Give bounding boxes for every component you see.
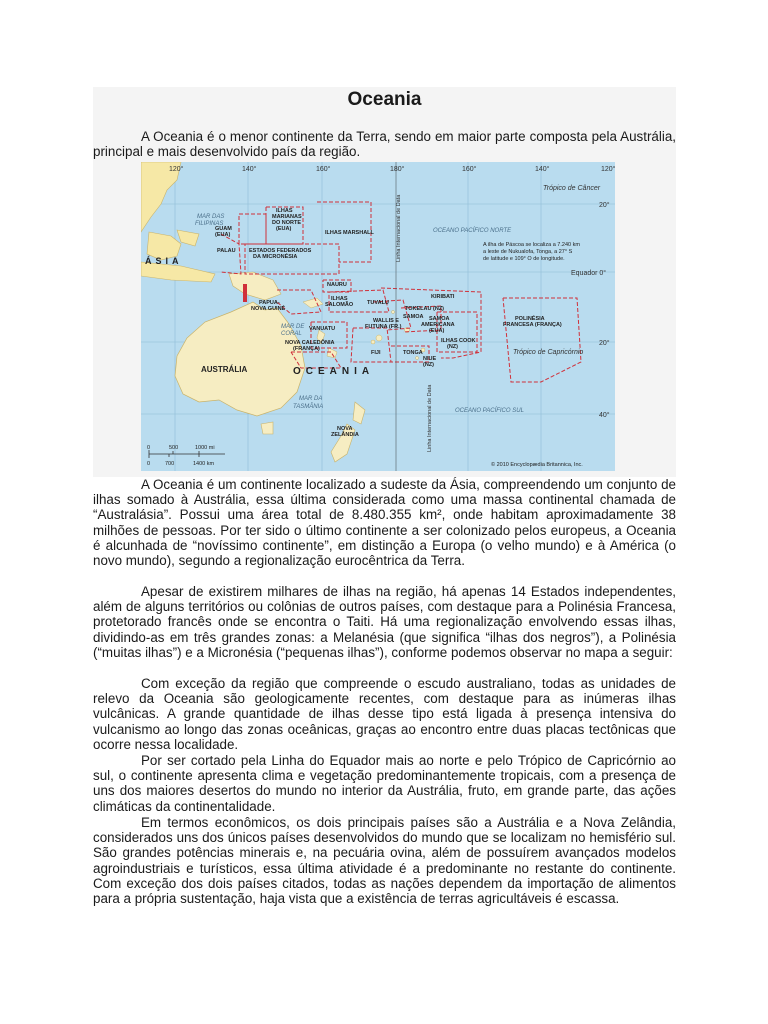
intro-text: A Oceania é o menor continente da Terra, sendo em maior parte composta pela Austrália, principal e mais desenvolvido país da região.: [93, 129, 676, 160]
country-label: TOKELAU (NZ): [405, 306, 445, 312]
country-label: VANUATU: [309, 326, 336, 332]
paragraph-text: Com exceção da região que compreende o escudo australiano, todas as unidades de relevo da Oceania são geologicamente recentes, com destaque para as inúmeras ilhas vulcânicas. A grande quantidade de ilhas desse tipo está ligada à presença intensiva do vulcanismo ao longo das zonas oceânicas, graças ao encontro entre duas placas tectônicas que ocorre nessa localidade.: [93, 676, 676, 752]
oceania-map: [141, 162, 615, 471]
lat-label: Equador 0°: [571, 270, 607, 277]
country-label: ILHAS: [331, 296, 348, 302]
country-label: TUVALU: [367, 300, 389, 306]
country-label: ILHAS COOK: [441, 338, 476, 344]
lon-label: 140°: [242, 166, 257, 173]
paragraph-text: Por ser cortado pela Linha do Equador mais ao norte e pelo Trópico de Capricórnio ao sul, o continente apresenta clima e vegetação predominantemente tropicais, com a presença de uns dos maiores desertos do mundo no interior da Austrália, fruto, em grande parte, das ações climáticas da continentalidade.: [93, 753, 676, 814]
country-label: PALAU: [217, 248, 236, 254]
lon-label: 180°: [390, 166, 405, 173]
scale-label: 500: [169, 445, 179, 451]
country-label: SAMOA: [403, 314, 424, 320]
country-label: ESTADOS FEDERADOS: [249, 248, 312, 254]
country-label: NOVA CALEDÔNIA: [285, 340, 335, 346]
paragraph-islands: [93, 584, 676, 660]
country-label: FUTUNA (FR.): [365, 324, 402, 330]
copyright-notice: © 2010 Encyclopædia Britannica, Inc.: [491, 462, 583, 468]
country-label: AMERICANA: [421, 322, 455, 328]
scale-label: 0: [147, 461, 151, 467]
country-label: WALLIS E: [373, 318, 399, 324]
paragraph-location: [93, 477, 676, 568]
country-label: (EUA): [215, 232, 231, 238]
country-label: MARIANAS: [272, 214, 302, 220]
country-label: NOVA GUINÉ: [251, 306, 286, 312]
tropic-of-capricorn-label: Trópico de Capricórnio: [513, 349, 584, 356]
lon-label: 160°: [462, 166, 477, 173]
country-label: (NZ): [423, 362, 434, 368]
country-label: NAURU: [327, 282, 347, 288]
sea-label: MAR DA: [299, 396, 323, 402]
ocean-label: OCEANO PACÍFICO NORTE: [433, 228, 512, 234]
easter-island-note: a leste de Nukualofa, Tonga, a 27° S: [483, 249, 573, 255]
country-label: (EUA): [429, 328, 445, 334]
sea-label: TASMÂNIA: [293, 404, 324, 410]
tasmania-island: [261, 422, 273, 434]
oceania-label: OCEANIA: [293, 366, 375, 377]
paragraph-text: A Oceania é um continente localizado a sudeste da Ásia, compreendendo um conjunto de ilhas somado à Austrália, essa última considerada como uma massa continental chamada de “Australásia”. Possui uma área total de 8.480.355 km², onde habitam aproximadamente 38 milhões de pessoas. Por ter sido o último continente a ser colonizado pelos europeus, a Oceania é alcunhada de “novíssimo continente”, em distinção a Europa (o velho mundo) e à América (o novo mundo), segundo a regionalização eurocêntrica da Terra.: [93, 477, 676, 569]
scale-label: 1400 km: [193, 461, 215, 467]
lon-label: 140°: [535, 166, 550, 173]
australia-label: AUSTRÁLIA: [201, 365, 248, 374]
lon-label: 120°: [601, 166, 615, 173]
sea-label: MAR DE: [281, 324, 305, 330]
easter-island-note: A ilha de Páscoa se localiza a 7.240 km: [483, 242, 580, 248]
papua-border-marker: [243, 284, 247, 302]
lon-label: 120°: [169, 166, 184, 173]
paragraph-economy: [93, 815, 676, 906]
scale-label: 0: [147, 445, 151, 451]
country-label: NIUE: [423, 356, 437, 362]
sea-label: CORAL: [281, 331, 302, 337]
country-label: DA MICRONÉSIA: [253, 254, 298, 260]
country-label: SALOMÃO: [325, 302, 354, 308]
country-label: KIRIBATI: [431, 294, 455, 300]
country-label: DO NORTE: [272, 220, 302, 226]
paragraph-text: Em termos econômicos, os dois principais países são a Austrália e a Nova Zelândia, considerados uns dos únicos países desenvolvidos do mundo que se localizam no hemisfério sul. São grandes potências minerais e, na pecuária ovina, além de possuírem avançados modelos agroindustriais e turísticos, essa última atividade é a predominante no restante do continente. Com exceção dos dois países citados, todas as nações dependem da importação de alimentos para a própria sustentação, haja vista que a existência de terras agricultáveis é escassa.: [93, 815, 676, 907]
page-title: Oceania: [347, 89, 422, 110]
sea-label: FILIPINAS: [195, 221, 224, 227]
country-label: PAPUA-: [259, 300, 280, 306]
country-label: POLINÉSIA: [515, 316, 545, 322]
lon-label: 160°: [316, 166, 331, 173]
country-label: ILHAS: [276, 208, 293, 214]
country-label: SAMOA: [429, 316, 450, 322]
country-label: GUAM: [215, 226, 232, 232]
country-label: TONGA: [403, 350, 423, 356]
lat-label: 40°: [599, 412, 610, 419]
paragraph-climate: [93, 753, 676, 814]
country-label: ZELÂNDIA: [331, 432, 359, 438]
tropic-of-cancer-label: Trópico de Câncer: [543, 185, 601, 192]
country-label: (EUA): [276, 226, 292, 232]
lat-label: 20°: [599, 340, 610, 347]
country-label: NOVA: [337, 426, 353, 432]
country-label: ILHAS MARSHALL: [325, 230, 374, 236]
country-label: FRANCESA (FRANÇA): [503, 322, 562, 328]
lat-label: 20°: [599, 202, 610, 209]
country-label: FIJI: [371, 350, 381, 356]
scale-label: 700: [165, 461, 175, 467]
date-line-label: Linha Internacional de Data: [427, 384, 433, 452]
sea-label: MAR DAS: [197, 214, 225, 220]
easter-island-note: de latitude e 109° O de longitude.: [483, 256, 565, 262]
paragraph-text: Apesar de existirem milhares de ilhas na região, há apenas 14 Estados independentes, além de alguns territórios ou colônias de outros países, com destaque para a Polinésia Francesa, protetorado francês onde se encontra o Taiti. Há uma regionalização envolvendo essas ilhas, dividindo-as em três grandes zonas: a Melanésia (que significa “ilhas dos negros”), a Polinésia (“muitas ilhas”) e a Micronésia (“pequenas ilhas”), conforme podemos observar no mapa a seguir:: [93, 584, 676, 660]
date-line-label: Linha Internacional de Data: [396, 194, 402, 262]
paragraph-relief: [93, 676, 676, 752]
country-label: (FRANÇA): [293, 346, 320, 352]
scale-label: 1000 mi: [195, 445, 215, 451]
intro-paragraph: [93, 129, 676, 159]
ocean-label: OCEANO PACÍFICO SUL: [455, 408, 524, 414]
country-label: (NZ): [447, 344, 458, 350]
asia-label: ÁSIA: [145, 256, 183, 266]
